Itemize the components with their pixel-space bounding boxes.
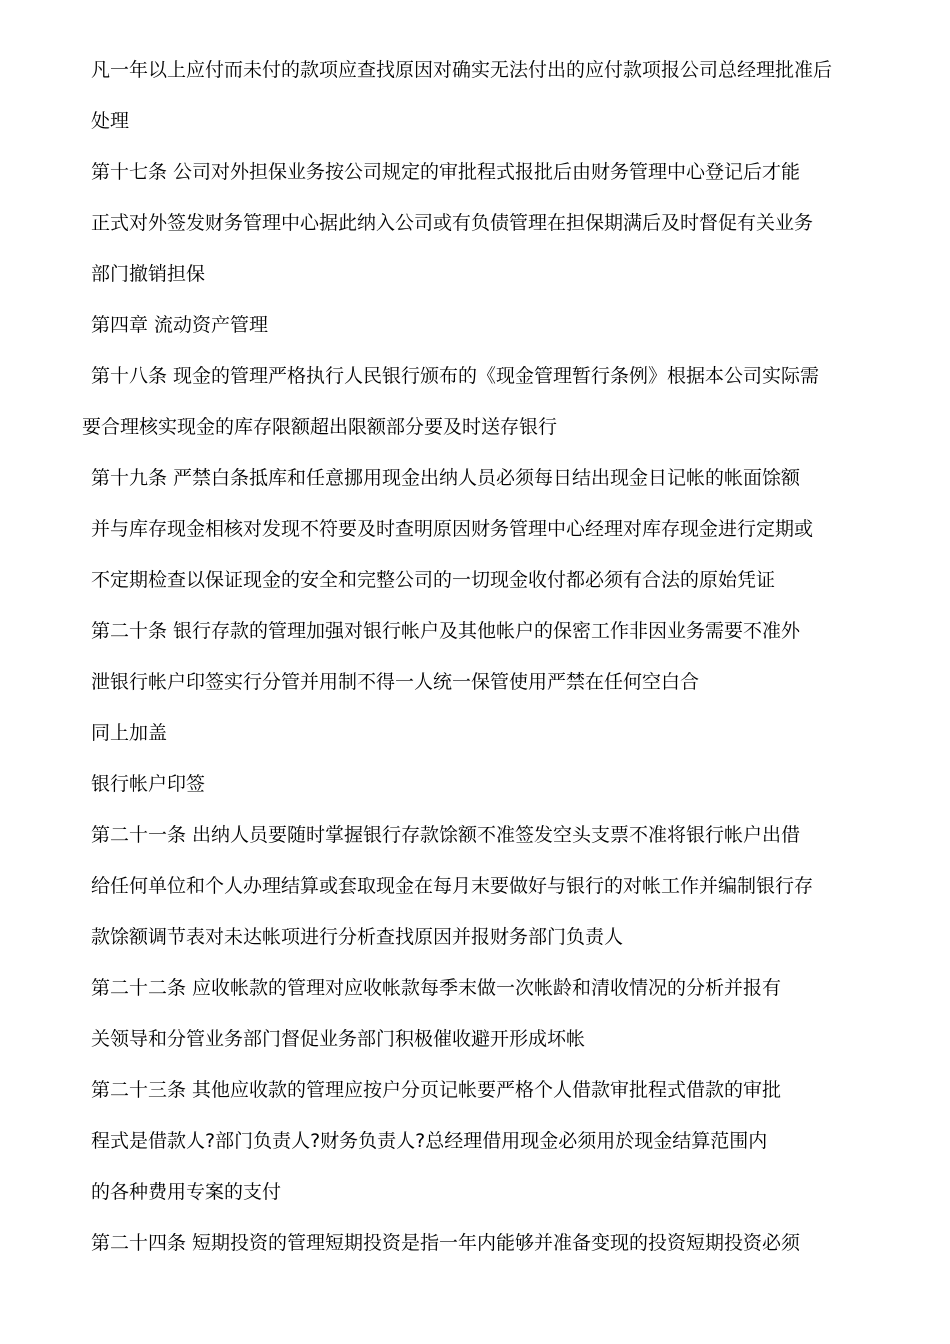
article-17-heading-line: 第十七条 公司对外担保业务按公司规定的审批程式报批后由财务管理中心登记后才能 (91, 161, 801, 183)
text-line-20: 关领导和分管业务部门督促业务部门积极催收避开形成坏帐 (91, 1028, 586, 1050)
article-23-heading-line: 第二十三条 其他应收款的管理应按户分页记帐要严格个人借款审批程式借款的审批 (91, 1079, 782, 1101)
text-line-4: 正式对外签发财务管理中心据此纳入公司或有负债管理在担保期满后及时督促有关业务 (91, 212, 814, 234)
article-22-heading-line: 第二十二条 应收帐款的管理对应收帐款每季末做一次帐龄和清收情况的分析并报有 (91, 977, 782, 999)
article-24-heading-line: 第二十四条 短期投资的管理短期投资是指一年内能够并准备变现的投资短期投资必须 (91, 1232, 801, 1254)
chapter-4-heading: 第四章 流动资产管理 (91, 314, 269, 336)
text-line-5: 部门撤销担保 (91, 263, 206, 285)
text-line-10: 并与库存现金相核对发现不符要及时查明原因财务管理中心经理对库存现金进行定期或 (91, 518, 814, 540)
article-18-heading-line: 第十八条 现金的管理严格执行人民银行颁布的《现金管理暂行条例》根据本公司实际需 (91, 365, 820, 387)
text-line-8: 要合理核实现金的库存限额超出限额部分要及时送存银行 (82, 416, 558, 438)
article-20-heading-line: 第二十条 银行存款的管理加强对银行帐户及其他帐户的保密工作非因业务需要不准外 (91, 620, 801, 642)
text-line-17: 给任何单位和个人办理结算或套取现金在每月末要做好与银行的对帐工作并编制银行存 (91, 875, 814, 897)
text-line-23: 的各种费用专案的支付 (91, 1181, 282, 1203)
text-line-1: 凡一年以上应付而未付的款项应查找原因对确实无法付出的应付款项报公司总经理批准后 (91, 59, 833, 81)
text-line-2: 处理 (91, 110, 130, 132)
text-line-14: 同上加盖 (91, 722, 168, 744)
article-21-heading-line: 第二十一条 出纳人员要随时掌握银行存款馀额不准签发空头支票不准将银行帐户出借 (91, 824, 801, 846)
article-19-heading-line: 第十九条 严禁白条抵库和任意挪用现金出纳人员必须每日结出现金日记帐的帐面馀额 (91, 467, 801, 489)
text-line-11: 不定期检查以保证现金的安全和完整公司的一切现金收付都必须有合法的原始凭证 (91, 569, 776, 591)
text-line-15: 银行帐户印签 (91, 773, 206, 795)
text-line-22: 程式是借款人?部门负责人?财务负责人?总经理借用现金必须用於现金结算范围内 (91, 1130, 768, 1152)
text-line-13: 泄银行帐户印签实行分管并用制不得一人统一保管使用严禁在任何空白合 (91, 671, 700, 693)
text-line-18: 款馀额调节表对未达帐项进行分析查找原因并报财务部门负责人 (91, 926, 624, 948)
